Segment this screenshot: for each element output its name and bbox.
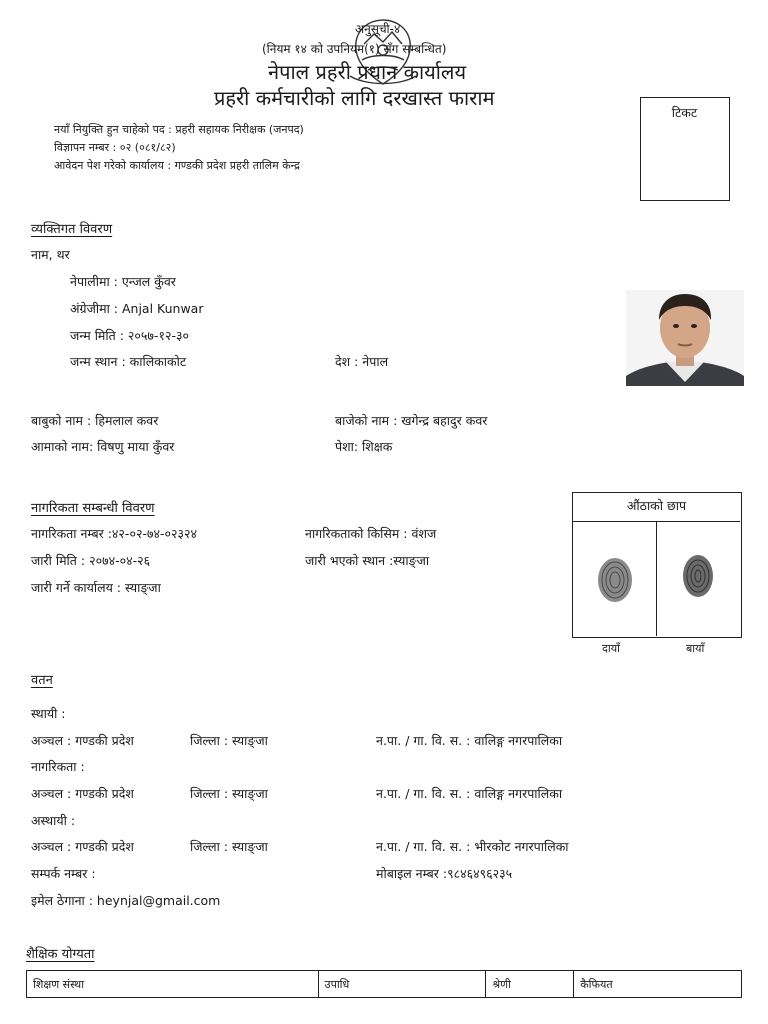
mobile-number: मोबाइल नम्बर :९८४६४९६२३५ xyxy=(376,866,513,881)
contact-number: सम्पर्क नम्बर : xyxy=(31,866,96,881)
annex-label: अनुसूची-४ xyxy=(355,22,401,36)
citizenship-address-label: नागरिकता : xyxy=(31,759,85,774)
temporary-label: अस्थायी : xyxy=(31,813,76,828)
name-label: नाम, थर xyxy=(31,247,70,262)
column-header-division: श्रेणी xyxy=(486,971,574,998)
country: देश : नेपाल xyxy=(335,354,389,369)
right-thumb-label: दायाँ xyxy=(602,642,620,655)
permanent-label: स्थायी : xyxy=(31,706,66,721)
permanent-municipality: न.पा. / गा. वि. स. : वालिङ्ग नगरपालिका xyxy=(376,733,563,748)
form-title: प्रहरी कर्मचारीको लागि दरखास्त फाराम xyxy=(214,86,495,110)
rule-reference: (नियम १४ को उपनियम(१) सँग सम्बन्धित) xyxy=(262,42,447,56)
applicant-photo xyxy=(626,290,744,386)
permanent-district: जिल्ला : स्याङ्जा xyxy=(190,733,268,748)
personal-heading: व्यक्तिगत विवरण xyxy=(31,222,113,237)
right-thumbprint-icon xyxy=(595,555,635,605)
permanent-zone: अञ्चल : गण्डकी प्रदेश xyxy=(31,733,134,748)
email-address: इमेल ठेगाना : heynjal@gmail.com xyxy=(31,893,221,908)
grandfather-name: बाजेको नाम : खगेन्द्र बहादुर कवर xyxy=(335,413,488,428)
citizenship-heading: नागरिकता सम्बन्धी विवरण xyxy=(31,501,155,516)
father-name: बाबुको नाम : हिमलाल कवर xyxy=(31,413,159,428)
issue-date: जारी मिति : २०७४-०४-२६ xyxy=(31,553,151,568)
column-header-remarks: कैफियत xyxy=(574,971,742,998)
table-header-row xyxy=(27,971,742,998)
citizenship-zone: अञ्चल : गण्डकी प्रदेश xyxy=(31,786,134,801)
left-thumbprint-icon xyxy=(681,553,715,599)
post-line: नयाँ नियुक्ति हुन चाहेको पद : प्रहरी सहायक निरीक्षक (जनपद) xyxy=(54,123,304,136)
temporary-municipality: न.पा. / गा. वि. स. : भीरकोट नगरपालिका xyxy=(376,839,569,854)
address-heading: वतन xyxy=(31,673,53,688)
issue-place: जारी भएको स्थान :स्याङ्जा xyxy=(305,553,430,568)
thumbprint-divider xyxy=(656,521,657,636)
temporary-district: जिल्ला : स्याङ्जा xyxy=(190,839,268,854)
thumbprint-box xyxy=(572,492,742,638)
education-heading: शैक्षिक योग्यता xyxy=(26,947,95,962)
birth-place: जन्म स्थान : कालिकाकोट xyxy=(70,354,187,369)
office-title: नेपाल प्रहरी प्रधान कार्यालय xyxy=(268,60,467,84)
thumbprint-heading: औंठाको छाप xyxy=(573,493,740,522)
column-header-institution: शिक्षण संस्था xyxy=(27,971,319,998)
mother-name: आमाको नाम: विषणु माया कुँवर xyxy=(31,439,175,454)
citizenship-number: नागरिकता नम्बर :४२-०२-७४-०२३२४ xyxy=(31,526,197,541)
stamp-box xyxy=(640,97,730,201)
english-name: अंग्रेजीमा : Anjal Kunwar xyxy=(70,301,204,316)
education-table xyxy=(26,970,742,998)
nepali-name: नेपालीमा : एन्जल कुँवर xyxy=(70,274,176,289)
temporary-zone: अञ्चल : गण्डकी प्रदेश xyxy=(31,839,134,854)
stamp-label: टिकट xyxy=(671,105,698,120)
date-of-birth: जन्म मिति : २०५७-१२-३० xyxy=(70,328,189,343)
citizenship-municipality: न.पा. / गा. वि. स. : वालिङ्ग नगरपालिका xyxy=(376,786,563,801)
occupation: पेशा: शिक्षक xyxy=(335,439,393,454)
application-office: आवेदन पेश गरेको कार्यालय : गण्डकी प्रदेश प्रहरी तालिम केन्द्र xyxy=(54,159,300,172)
citizenship-type: नागरिकताको किसिम : वंशज xyxy=(305,526,437,541)
column-header-degree: उपाधि xyxy=(318,971,486,998)
advertisement-number: विज्ञापन नम्बर : ०२ (०८१/८२) xyxy=(54,141,176,154)
issuing-office: जारी गर्ने कार्यालय : स्याङ्जा xyxy=(31,580,161,595)
citizenship-district: जिल्ला : स्याङ्जा xyxy=(190,786,268,801)
left-thumb-label: बायाँ xyxy=(686,642,705,655)
